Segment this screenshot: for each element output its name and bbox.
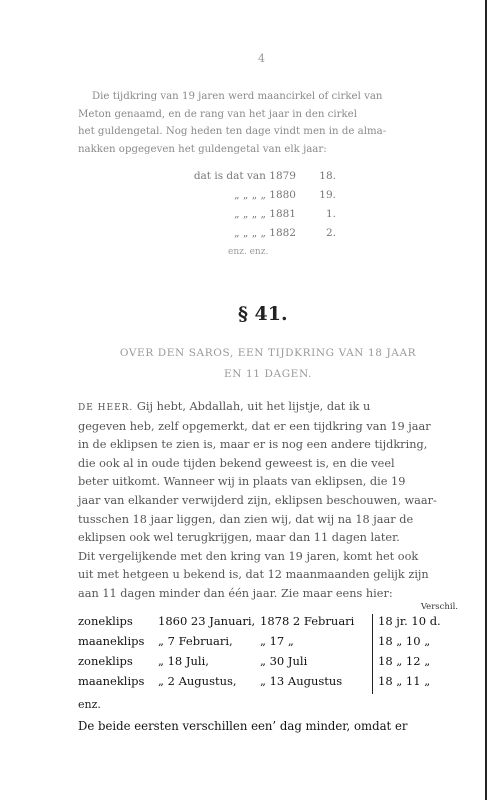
table-cell-label: dat is dat van 1879 (193, 170, 296, 182)
paragraph-line: in de eklipsen te zien is, maar er is nog een andere tijdkring, (78, 438, 428, 452)
table-cell-date1: „ 2 Augustus, (158, 674, 237, 688)
table-row (78, 654, 462, 674)
paragraph-line: het guldengetal. Nog heden ten dage vindt men in de alma- (78, 126, 387, 137)
table-cell-type: zoneklips (78, 654, 133, 668)
table-cell-date1: „ 7 Februari, (158, 634, 233, 648)
paragraph-line (78, 398, 458, 418)
paragraph-line: Die tijdkring van 19 jaren werd maancirkel of cirkel van (92, 91, 383, 102)
table-cell-date2: „ 13 Augustus (260, 674, 343, 688)
paragraph-line: nakken opgegeven het guldengetal van elk jaar: (78, 143, 327, 155)
table-tail: enz. (78, 698, 101, 711)
section-number: § 41. (238, 303, 288, 325)
page-number: 4 (258, 52, 265, 65)
table-cell-diff: 18 „ 11 „ (372, 674, 458, 694)
paragraph-line-text: Gij hebt, Abdallah, uit het lijstje, dat ik u (136, 400, 371, 413)
table-cell-type: maaneklips (78, 634, 145, 648)
table-row (174, 208, 374, 227)
table-row (78, 614, 462, 634)
table-cell-value: 18. (319, 170, 336, 182)
paragraph-line: eklipsen ook wel terugkrijgen, maar dan 11 dagen later. (78, 531, 400, 545)
table-row (78, 674, 462, 694)
paragraph-line: Dit vergelijkende met den kring van 19 jaren, komt het ook (78, 549, 419, 563)
paragraph-line: uit met hetgeen u bekend is, dat 12 maanmaanden gelijk zijn (78, 568, 429, 582)
table-cell-label: „ „ „ „ 1882 (234, 227, 296, 239)
paragraph-line: beter uitkomt. Wanneer wij in plaats van eklipsen, die 19 (78, 475, 406, 489)
paragraph-line: aan 11 dagen minder dan één jaar. Zie maar eens hier: (78, 586, 393, 600)
table-header-verschil: Verschil. (420, 602, 458, 612)
table-cell-date2: „ 30 Juli (260, 654, 308, 668)
paragraph-line: tusschen 18 jaar liggen, dan zien wij, dat wij na 18 jaar de (78, 512, 414, 526)
table-cell-date2: „ 17 „ (260, 634, 294, 648)
table-cell-value: 1. (325, 208, 336, 220)
table-tail: enz. enz. (228, 247, 269, 257)
table-cell-diff: 18 jr. 10 d. (372, 614, 458, 634)
table-cell-label: „ „ „ „ 1880 (234, 189, 296, 201)
paragraph-intro (78, 88, 456, 158)
table-row (78, 634, 462, 654)
table-cell-date1: „ 18 Juli, (158, 654, 209, 668)
table-cell-diff: 18 „ 10 „ (372, 634, 458, 654)
page-edge-line (485, 0, 487, 800)
table-cell-value: 19. (319, 189, 336, 201)
table-cell-diff: 18 „ 12 „ (372, 654, 458, 674)
paragraph-line: gegeven heb, zelf opgemerkt, dat er een tijdkring van 19 jaar (78, 419, 431, 433)
section-heading (78, 343, 458, 385)
paragraph-saros (78, 398, 458, 604)
table-cell-label: „ „ „ „ 1881 (234, 208, 296, 220)
eclipse-table (78, 614, 462, 694)
table-cell-type: zoneklips (78, 614, 133, 628)
table-row (174, 227, 374, 246)
heading-line: EN 11 DAGEN. (224, 368, 312, 380)
golden-number-table (174, 170, 374, 246)
paragraph-last-line: De beide eersten verschillen een’ dag minder, omdat er (78, 719, 408, 733)
table-cell-date1: 1860 23 Januari, (158, 614, 256, 628)
paragraph-line: jaar van elkander verwijderd zijn, eklipsen beschouwen, waar- (78, 493, 437, 507)
table-row (174, 189, 374, 208)
speaker-lead: DE HEER. (78, 403, 134, 413)
table-row (174, 170, 374, 189)
table-cell-date2: 1878 2 Februari (260, 614, 355, 628)
table-cell-type: maaneklips (78, 674, 145, 688)
paragraph-line: Meton genaamd, en de rang van het jaar in den cirkel (78, 108, 357, 120)
table-cell-value: 2. (325, 227, 336, 239)
heading-line: OVER DEN SAROS, EEN TIJDKRING VAN 18 JAAR (119, 347, 417, 359)
paragraph-line: die ook al in oude tijden bekend geweest is, en die veel (78, 456, 395, 470)
